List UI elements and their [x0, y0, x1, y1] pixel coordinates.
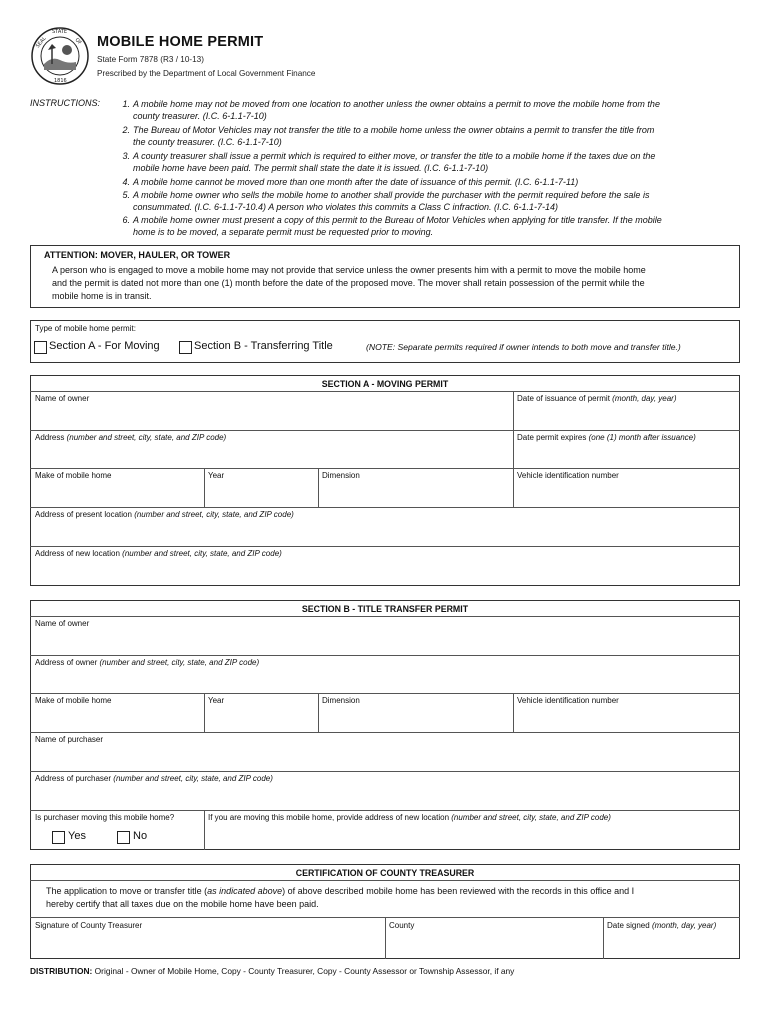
state-seal-logo: [30, 26, 90, 86]
a-year-field[interactable]: Year: [208, 471, 225, 480]
a-vin-field[interactable]: Vehicle identification number: [517, 471, 619, 480]
b-purchaser-field[interactable]: Name of purchaser: [35, 735, 104, 744]
distribution-line: DISTRIBUTION: Original - Owner of Mobile Home, Copy - County Treasurer, Copy - County Assessor or Township Assessor, if any: [30, 966, 515, 976]
b-year-field[interactable]: Year: [208, 696, 225, 705]
b-dimension-field[interactable]: Dimension: [322, 696, 360, 705]
svg-text:STATE: STATE: [52, 29, 68, 35]
section-b-heading: SECTION B - TITLE TRANSFER PERMIT: [301, 604, 469, 614]
certification-heading: CERTIFICATION OF COUNTY TREASURER: [295, 868, 475, 878]
a-date-issuance-field[interactable]: Date of issuance of permit (month, day, year): [517, 394, 677, 403]
yes-checkbox[interactable]: [52, 831, 65, 844]
b-moving-question-label: Is purchaser moving this mobile home?: [35, 813, 175, 822]
a-dimension-field[interactable]: Dimension: [322, 471, 360, 480]
certification-text: The application to move or transfer title (as indicated above) of above described mobile home has been reviewed with the records in this office and I: [46, 886, 635, 896]
attention-line: and the permit is dated not more than one (1) month before the date of the proposed move. The mover shall retain possession of the permit while the: [52, 278, 645, 288]
no-checkbox[interactable]: [117, 831, 130, 844]
a-name-of-owner-field[interactable]: Name of owner: [35, 394, 90, 403]
attention-line: A person who is engaged to move a mobile home may not provide that service unless the owner presents him with a permit to move the mobile home: [52, 265, 646, 275]
date-signed-field[interactable]: Date signed (month, day, year): [607, 921, 717, 930]
a-make-field[interactable]: Make of mobile home: [35, 471, 112, 480]
svg-text:1816: 1816: [54, 78, 67, 84]
a-present-location-field[interactable]: Address of present location (number and street, city, state, and ZIP code): [35, 510, 294, 519]
form-title: MOBILE HOME PERMIT: [97, 34, 264, 50]
form-number: State Form 7878 (R3 / 10-13): [97, 55, 204, 64]
attention-heading: ATTENTION: MOVER, HAULER, OR TOWER: [44, 250, 231, 260]
b-vin-field[interactable]: Vehicle identification number: [517, 696, 619, 705]
section-a-checkbox[interactable]: [34, 341, 47, 354]
a-address-field[interactable]: Address (number and street, city, state, and ZIP code): [35, 433, 227, 442]
certification-text: hereby certify that all taxes due on the mobile home have been paid.: [46, 899, 319, 909]
yes-label: Yes: [68, 830, 86, 842]
signature-field[interactable]: Signature of County Treasurer: [35, 921, 143, 930]
a-new-location-field[interactable]: Address of new location (number and street, city, state, and ZIP code): [35, 549, 282, 558]
permit-type-note: (NOTE: Separate permits required if owner intends to both move and transfer title.): [366, 342, 681, 352]
no-label: No: [133, 830, 148, 842]
b-make-field[interactable]: Make of mobile home: [35, 696, 112, 705]
svg-text:OF: OF: [73, 37, 83, 47]
instructions-label: INSTRUCTIONS:: [30, 98, 101, 108]
b-address-owner-field[interactable]: Address of owner (number and street, city, state, and ZIP code): [35, 658, 260, 667]
section-a-heading: SECTION A - MOVING PERMIT: [321, 379, 449, 389]
permit-type-label: Type of mobile home permit:: [35, 324, 136, 333]
section-b-checkbox[interactable]: [179, 341, 192, 354]
prescribed-by: Prescribed by the Department of Local Government Finance: [97, 69, 316, 78]
b-name-of-owner-field[interactable]: Name of owner: [35, 619, 90, 628]
county-field[interactable]: County: [389, 921, 415, 930]
section-a-option-label: Section A - For Moving: [49, 340, 160, 352]
a-date-expires-field[interactable]: Date permit expires (one (1) month after issuance): [517, 433, 696, 442]
section-b-option-label: Section B - Transferring Title: [194, 340, 333, 352]
attention-line: mobile home is in transit.: [52, 291, 152, 301]
svg-text:SEAL: SEAL: [34, 35, 48, 50]
b-new-location-field[interactable]: If you are moving this mobile home, provide address of new location (number and street, city, state, and ZIP code): [208, 813, 611, 822]
b-address-purchaser-field[interactable]: Address of purchaser (number and street, city, state, and ZIP code): [35, 774, 273, 783]
